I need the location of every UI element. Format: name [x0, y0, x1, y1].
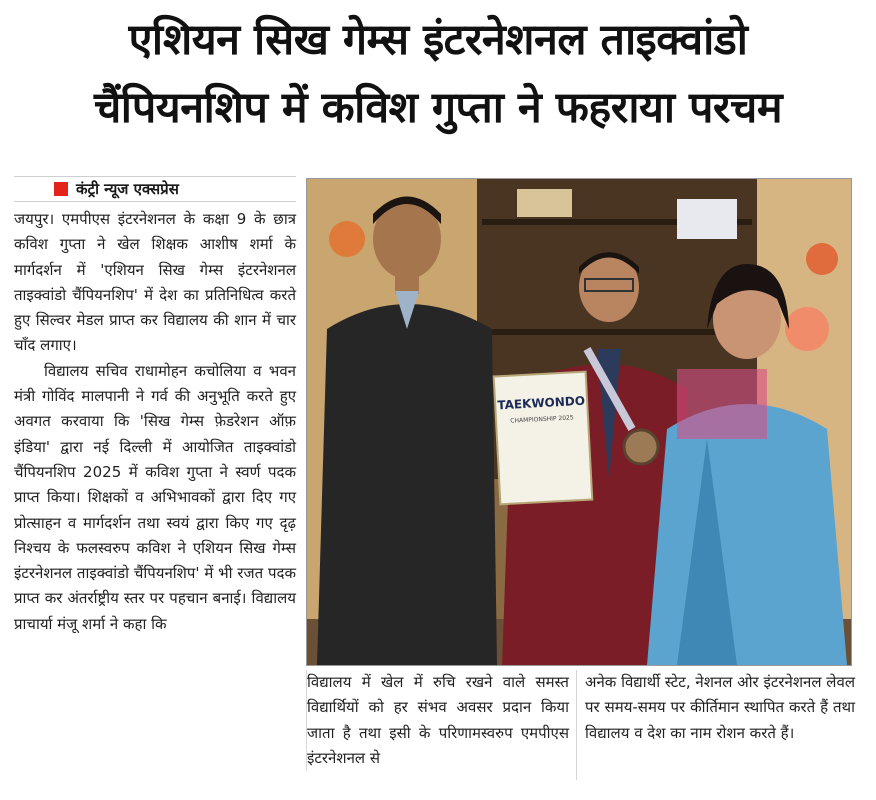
article-paragraph-2: विद्यालय सचिव राधामोहन कचोलिया व भवन मंत्री गोविंद मालपानी ने गर्व की अनुभूति करते हुए अवगत करवाया कि 'सिख गेम्स फ़ेडरेशन ऑफ़ इंडिया' द्वारा नई दिल्ली में आयोजित ताइक्वांडो चैंपियनशिप 2025 में कविश गुप्ता ने स्वर्ण पदक प्राप्त किया। शिक्षकों व अभिभावकों द्वारा दिए गए प्रोत्साहन व मार्गदर्शन तथा स्वयं द्वारा किए गए दृढ़ निश्चय के फलस्वरुप कविश ने एशियन सिख गेम्स इंटरनेशनल ताइक्वांडो चैंपियनशिप' में भी रजत पदक प्राप्त कर अंतर्राष्ट्रीय स्तर पर पहचान बनाई। विद्यालय प्राचार्या मंजू शर्मा ने कहा कि [14, 361, 296, 633]
red-square-icon [54, 182, 68, 196]
photo-illustration [307, 179, 851, 665]
news-photo [306, 178, 852, 666]
headline-line-1: एशियन सिख गेम्स इंटरनेशनल ताइक्वांडो [128, 15, 748, 65]
column-divider [576, 670, 577, 780]
article-column-middle [306, 670, 569, 771]
article-column-left [14, 207, 296, 637]
certificate-subtitle: CHAMPIONSHIP 2025 [510, 414, 574, 425]
byline-text: कंट्री न्यूज एक्सप्रेस [76, 180, 179, 198]
article-paragraph-3: विद्यालय में खेल में रुचि रखने वाले समस्त विद्यार्थियों को हर संभव अवसर प्रदान किया जाता है तथा इसी के परिणामस्वरुप एमपीएस इंटरनेशनल से [307, 673, 569, 767]
article-paragraph-4: अनेक विद्यार्थी स्टेट, नेशनल ओर इंटरनेशनल लेवल पर समय-समय पर कीर्तिमान स्थापित करते हैं तथा विद्यालय व देश का नाम रोशन करते हैं। [585, 673, 855, 742]
byline [14, 176, 296, 202]
certificate-title: TAEKWONDO [497, 393, 586, 413]
headline-line-2: चैंपियनशिप में कविश गुप्ता ने फहराया परचम [93, 83, 783, 133]
headline [0, 6, 876, 142]
article-paragraph-1: जयपुर। एमपीएस इंटरनेशनल के कक्षा 9 के छात्र कविश गुप्ता ने खेल शिक्षक आशीष शर्मा के मार्गदर्शन में 'एशियन सिख गेम्स इंटरनेशनल ताइक्वांडो चैंपियनशिप' में देश का प्रतिनिधित्व करते हुए सिल्वर मेडल प्राप्त कर विद्यालय की शान में चार चाँद लगाए। [14, 210, 296, 355]
article-column-right [585, 670, 855, 746]
